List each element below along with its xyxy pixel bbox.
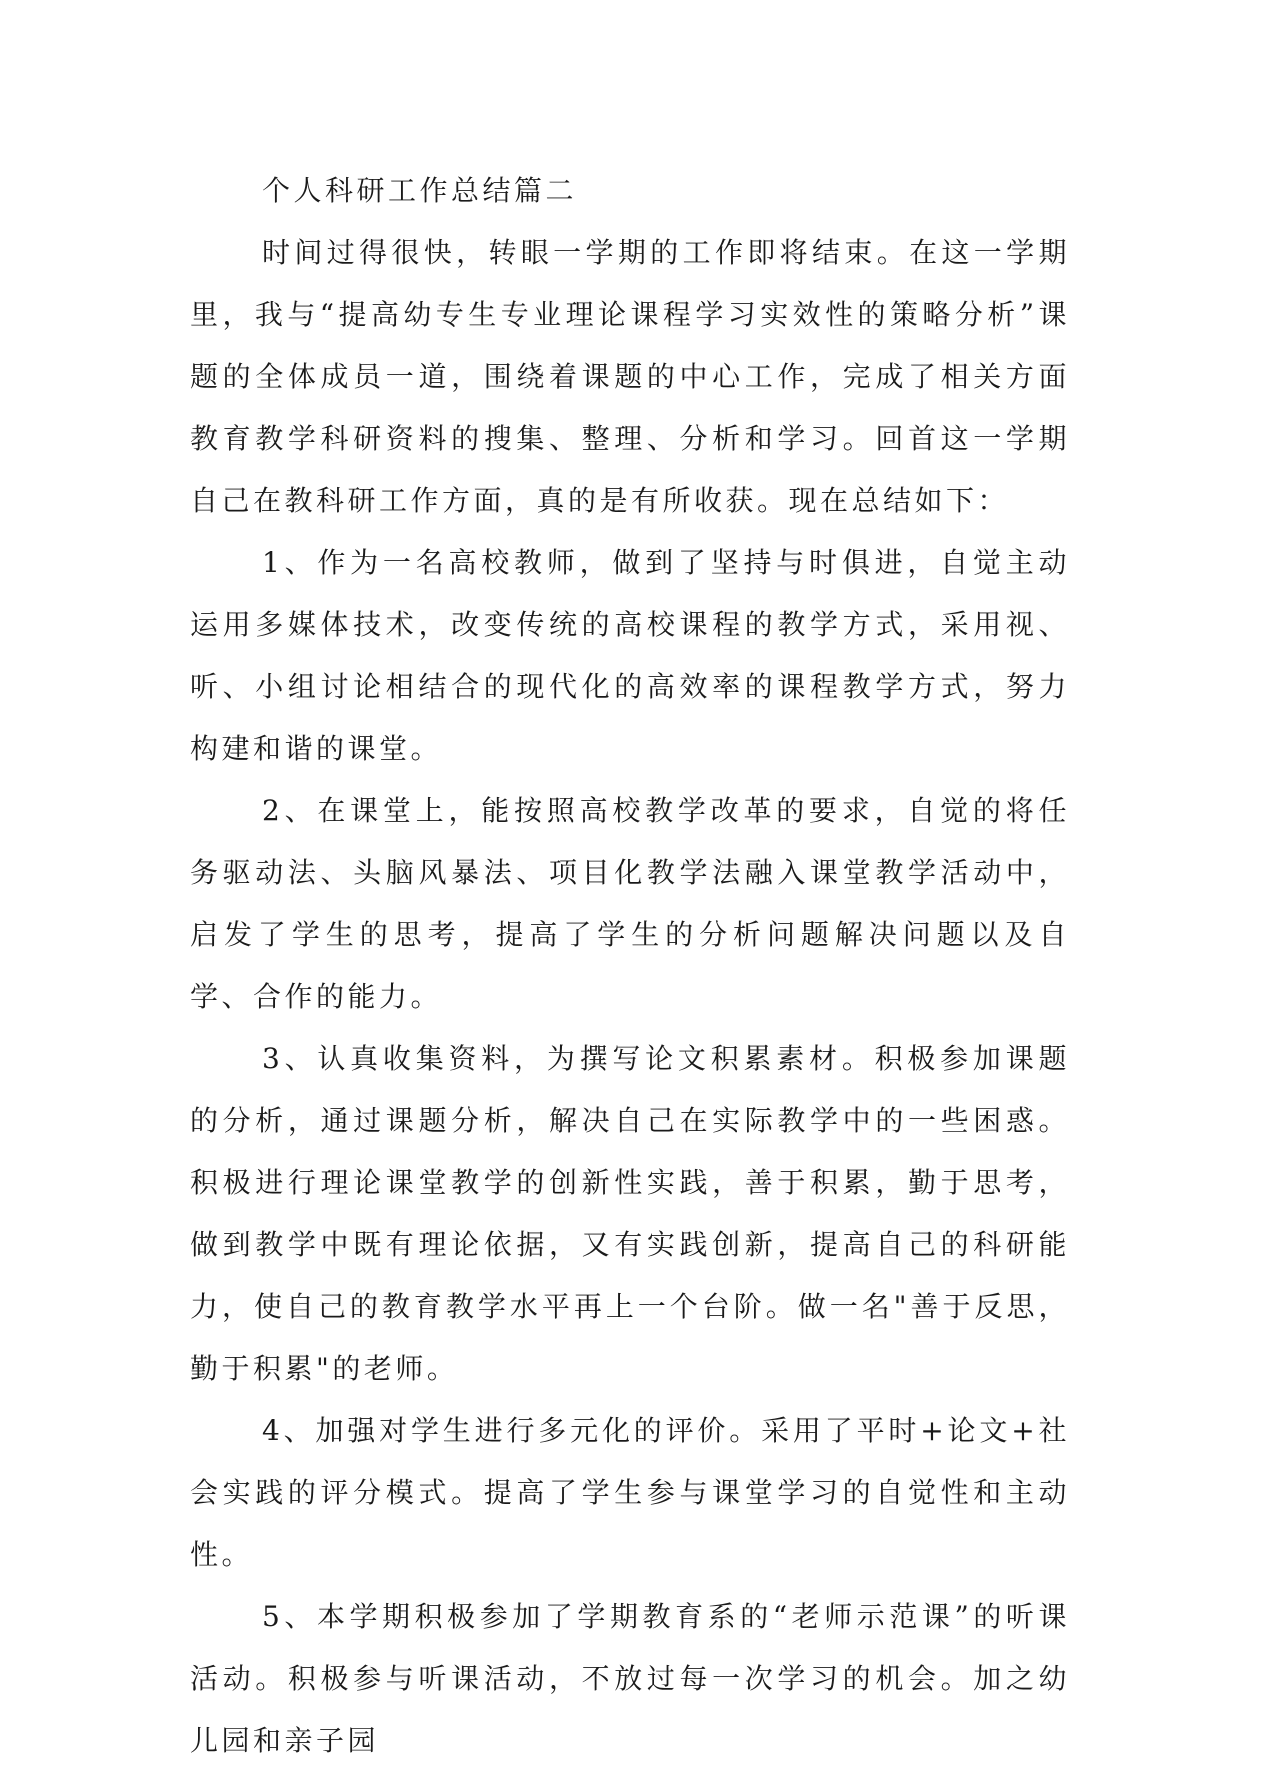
paragraph-intro: 时间过得很快，转眼一学期的工作即将结束。在这一学期里，我与“提高幼专生专业理论课程学习实效性的策略分析”课题的全体成员一道，围绕着课题的中心工作，完成了相关方面教育教学科研资料的搜集、整理、分析和学习。回首这一学期自己在教科研工作方面，真的是有所收获。现在总结如下： <box>190 236 1070 517</box>
paragraph-item-3: 3、认真收集资料，为撰写论文积累素材。积极参加课题的分析，通过课题分析，解决自己在实际教学中的一些困惑。积极进行理论课堂教学的创新性实践，善于积累，勤于思考，做到教学中既有理论依据，又有实践创新，提高自己的科研能力，使自己的教育教学水平再上一个台阶。做一名"善于反思，勤于积累"的老师。 <box>190 1042 1070 1385</box>
document-title: 个人科研工作总结篇二 <box>262 174 578 207</box>
paragraph-item-4: 4、加强对学生进行多元化的评价。采用了平时+论文+社会实践的评分模式。提高了学生参与课堂学习的自觉性和主动性。 <box>190 1414 1070 1571</box>
paragraph-item-1: 1、作为一名高校教师，做到了坚持与时俱进，自觉主动运用多媒体技术，改变传统的高校课程的教学方式，采用视、听、小组讨论相结合的现代化的高效率的课程教学方式，努力构建和谐的课堂。 <box>190 546 1070 765</box>
paragraph-item-2: 2、在课堂上，能按照高校教学改革的要求，自觉的将任务驱动法、头脑风暴法、项目化教学法融入课堂教学活动中，启发了学生的思考，提高了学生的分析问题解决问题以及自学、合作的能力。 <box>190 794 1070 1013</box>
paragraph-item-5: 5、本学期积极参加了学期教育系的“老师示范课”的听课活动。积极参与听课活动，不放过每一次学习的机会。加之幼儿园和亲子园 <box>190 1600 1070 1757</box>
document-body <box>190 160 1070 1772</box>
